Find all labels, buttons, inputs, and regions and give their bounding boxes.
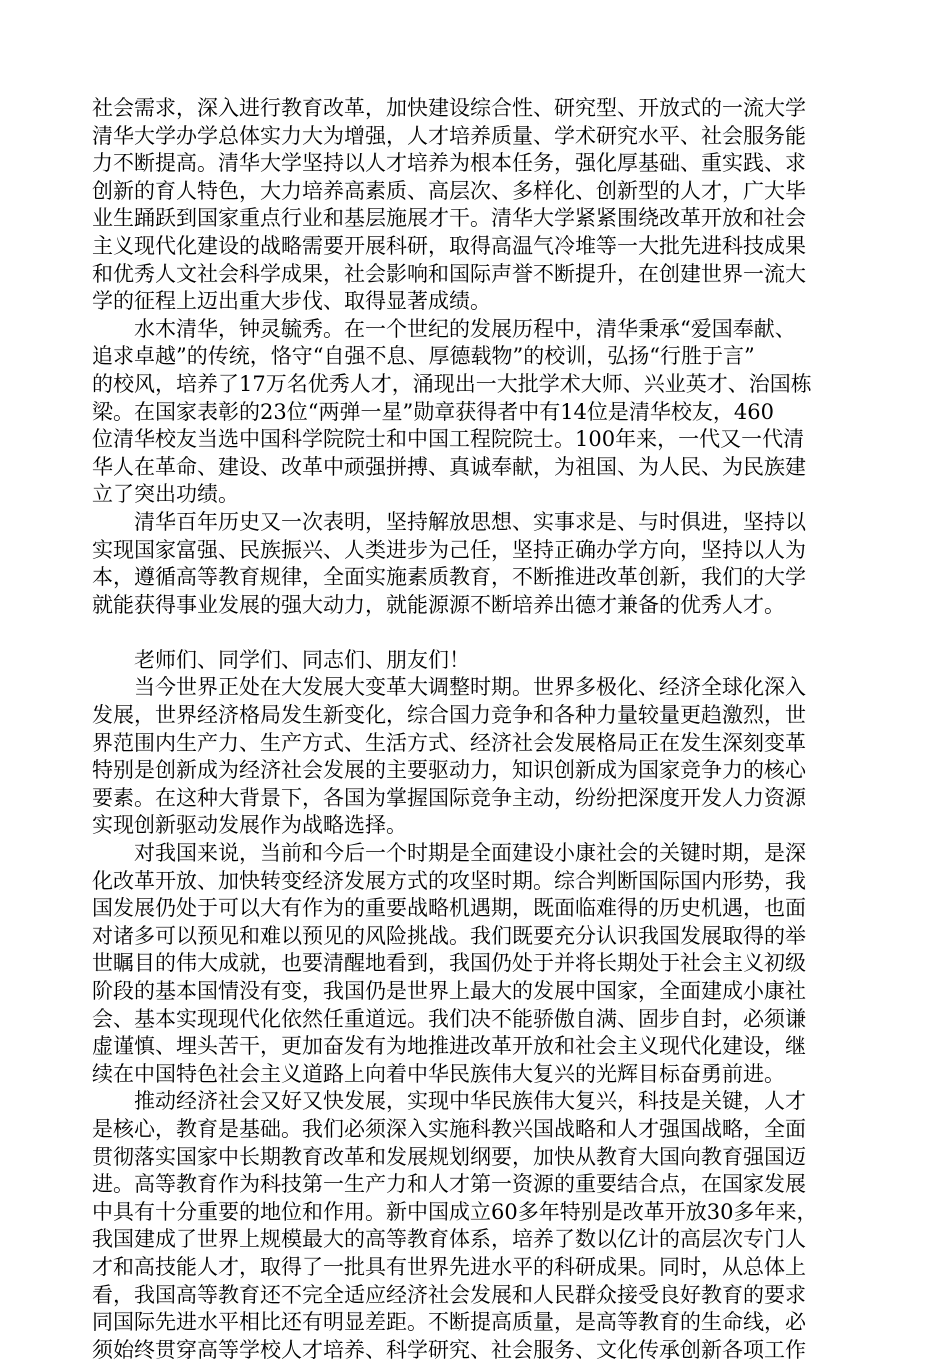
paragraph [92, 316, 864, 509]
text-line: 的校风，培养了17万名优秀人才，涌现出一大批学术大师、兴业英才、治国栋 [92, 371, 812, 396]
paragraph [92, 674, 864, 840]
text-line: 学的征程上迈出重大步伐、取得显著成绩。 [92, 289, 491, 314]
paragraph [92, 1088, 864, 1364]
text-line: 追求卓越”的传统，恪守“自强不息、厚德载物”的校训，弘扬“行胜于言” [92, 344, 755, 369]
paragraph [92, 647, 864, 675]
text-line: 业生踊跃到国家重点行业和基层施展才干。清华大学紧紧围绕改革开放和社会 [92, 206, 806, 231]
document-page [92, 95, 864, 1364]
text-line: 推动经济社会又好又快发展，实现中华民族伟大复兴，科技是关键，人才 [134, 1089, 806, 1114]
text-line: 就能获得事业发展的强大动力，就能源源不断培养出德才兼备的优秀人才。 [92, 592, 785, 617]
text-line: 立了突出功绩。 [92, 482, 239, 507]
text-line: 实现国家富强、民族振兴、人类进步为己任，坚持正确办学方向，坚持以人为 [92, 537, 806, 562]
text-line: 水木清华，钟灵毓秀。在一个世纪的发展历程中，清华秉承“爱国奉献、 [134, 316, 796, 341]
text-line: 要素。在这种大背景下，各国为掌握国际竞争主动，纷纷把深度开发人力资源 [92, 785, 806, 810]
text-line: 清华大学办学总体实力大为增强，人才培养质量、学术研究水平、社会服务能 [92, 123, 806, 148]
text-line: 界范围内生产力、生产方式、生活方式、经济社会发展格局正在发生深刻变革 [92, 730, 806, 755]
text-line: 华人在革命、建设、改革中顽强拼搏、真诚奉献，为祖国、为人民、为民族建 [92, 454, 806, 479]
text-line: 中具有十分重要的地位和作用。新中国成立60多年特别是改革开放30多年来， [92, 1199, 818, 1224]
text-line: 梁。在国家表彰的23位“两弹一星”勋章获得者中有14位是清华校友，460 [92, 399, 774, 424]
text-line: 同国际先进水平相比还有明显差距。不断提高质量，是高等教育的生命线，必 [92, 1310, 806, 1335]
text-line: 当今世界正处在大发展大变革大调整时期。世界多极化、经济全球化深入 [134, 675, 806, 700]
text-line: 本，遵循高等教育规律，全面实施素质教育，不断推进改革创新，我们的大学 [92, 565, 806, 590]
text-line: 对我国来说，当前和今后一个时期是全面建设小康社会的关键时期，是深 [134, 841, 806, 866]
text-line: 阶段的基本国情没有变，我国仍是世界上最大的发展中国家，全面建成小康社 [92, 979, 806, 1003]
text-line: 创新的育人特色，大力培养高素质、高层次、多样化、创新型的人才，广大毕 [92, 178, 806, 203]
text-line: 清华百年历史又一次表明，坚持解放思想、实事求是、与时俱进，坚持以 [134, 509, 806, 534]
text-line: 会、基本实现现代化依然任重道远。我们决不能骄傲自满、固步自封，必须谦 [92, 1006, 806, 1031]
text-line: 特别是创新成为经济社会发展的主要驱动力，知识创新成为国家竞争力的核心 [92, 758, 806, 783]
text-line: 看，我国高等教育还不完全适应经济社会发展和人民群众接受良好教育的要求 [92, 1282, 806, 1307]
text-line: 和优秀人文社会科学成果，社会影响和国际声誉不断提升，在创建世界一流大 [92, 261, 806, 286]
paragraph [92, 95, 864, 316]
text-line: 老师们、同学们、同志们、朋友们！ [134, 647, 470, 672]
text-line: 国发展仍处于可以大有作为的重要战略机遇期，既面临难得的历史机遇，也面 [92, 896, 806, 921]
text-line: 世瞩目的伟大成就，也要清醒地看到，我国仍处于并将长期处于社会主义初级 [92, 951, 806, 976]
text-line: 社会需求，深入进行教育改革，加快建设综合性、研究型、开放式的一流大学 [92, 96, 806, 120]
text-line: 发展，世界经济格局发生新变化，综合国力竞争和各种力量较量更趋激烈，世 [92, 703, 806, 728]
text-line: 须始终贯穿高等学校人才培养、科学研究、社会服务、文化传承创新各项工作 [92, 1337, 806, 1362]
text-line: 是核心，教育是基础。我们必须深入实施科教兴国战略和人才强国战略，全面 [92, 1116, 806, 1141]
text-line: 对诸多可以预见和难以预见的风险挑战。我们既要充分认识我国发展取得的举 [92, 923, 806, 948]
text-line: 进。高等教育作为科技第一生产力和人才第一资源的重要结合点，在国家发展 [92, 1172, 806, 1197]
text-line: 实现创新驱动发展作为战略选择。 [92, 813, 407, 838]
text-line: 化改革开放、加快转变经济发展方式的攻坚时期。综合判断国际国内形势，我 [92, 868, 806, 893]
text-line: 我国建成了世界上规模最大的高等教育体系，培养了数以亿计的高层次专门人 [92, 1227, 806, 1252]
paragraph-spacer [92, 619, 864, 647]
paragraph [92, 509, 864, 619]
text-line: 力不断提高。清华大学坚持以人才培养为根本任务，强化厚基础、重实践、求 [92, 151, 806, 176]
text-line: 虚谨慎、埋头苦干，更加奋发有为地推进改革开放和社会主义现代化建设，继 [92, 1034, 806, 1059]
text-line: 续在中国特色社会主义道路上向着中华民族伟大复兴的光辉目标奋勇前进。 [92, 1061, 785, 1086]
paragraph [92, 840, 864, 1088]
text-line: 才和高技能人才，取得了一批具有世界先进水平的科研成果。同时，从总体上 [92, 1254, 806, 1279]
text-line: 主义现代化建设的战略需要开展科研，取得高温气冷堆等一大批先进科技成果 [92, 233, 806, 258]
text-line: 位清华校友当选中国科学院院士和中国工程院院士。100年来，一代又一代清 [92, 427, 805, 452]
text-line: 贯彻落实国家中长期教育改革和发展规划纲要，加快从教育大国向教育强国迈 [92, 1144, 806, 1169]
